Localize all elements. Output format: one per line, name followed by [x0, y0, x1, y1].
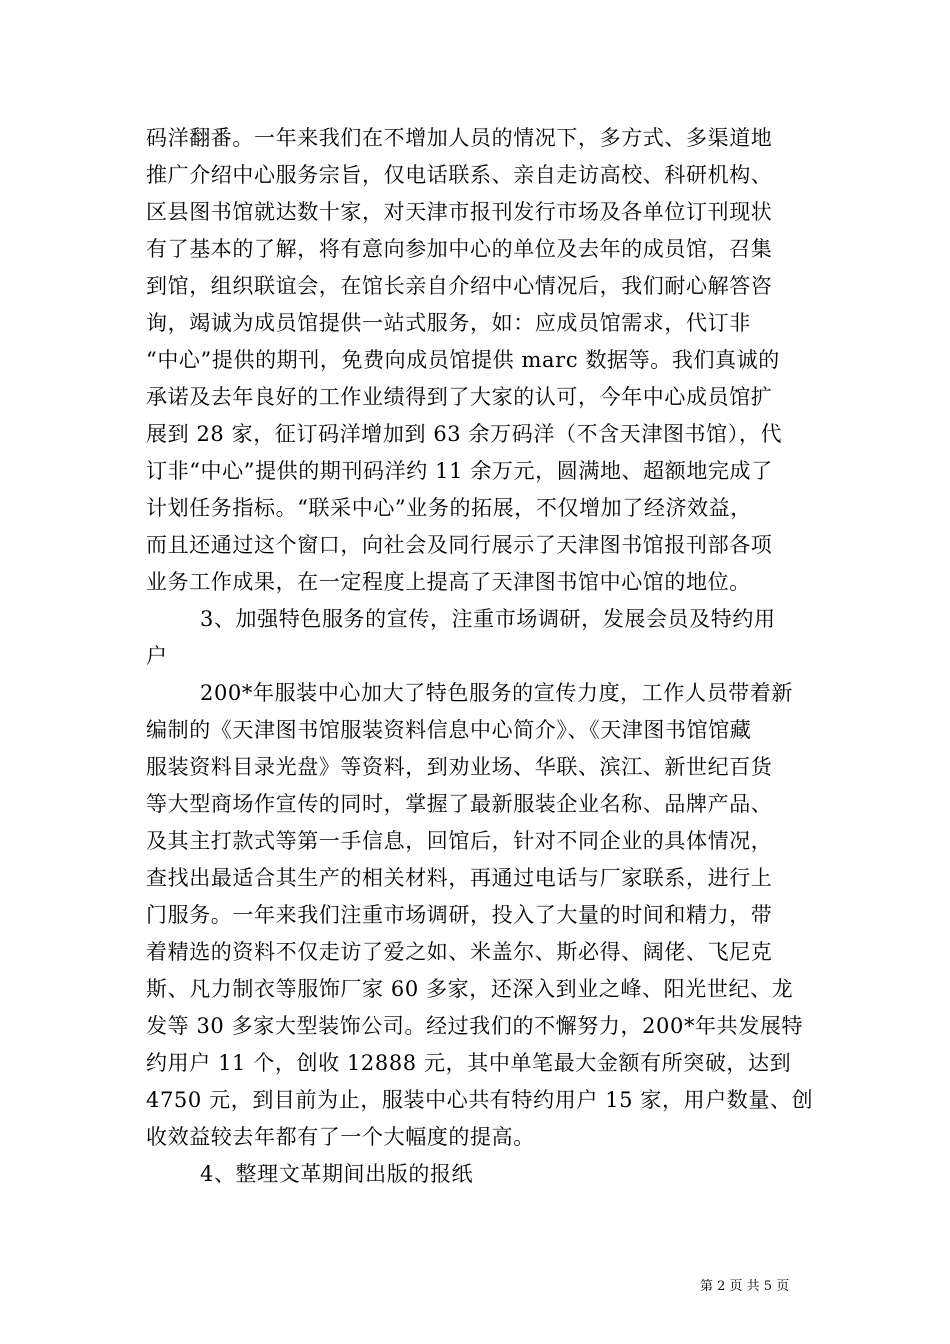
body-line: 展到 28 家，征订码洋增加到 63 余万码洋（不含天津图书馆），代	[146, 422, 783, 446]
body-line: 4750 元，到目前为止，服装中心共有特约用户 15 家，用户数量、创	[146, 1088, 814, 1112]
body-line: 询，竭诚为成员馆提供一站式服务，如：应成员馆需求，代订非	[146, 311, 751, 335]
body-line: 计划任务指标。“联采中心”业务的拓展，不仅增加了经济效益，	[146, 496, 752, 520]
body-line: 而且还通过这个窗口，向社会及同行展示了天津图书馆报刊部各项	[146, 533, 773, 557]
body-line: 业务工作成果，在一定程度上提高了天津图书馆中心馆的地位。	[146, 570, 751, 594]
section-heading-4: 4、整理文革期间出版的报纸	[200, 1162, 474, 1186]
body-line: 到馆，组织联谊会，在馆长亲自介绍中心情况后，我们耐心解答咨	[146, 274, 773, 298]
section-heading-3-continuation: 户	[146, 644, 168, 668]
body-line: 发等 30 多家大型装饰公司。经过我们的不懈努力，200*年共发展特	[146, 1014, 804, 1038]
body-line: 承诺及去年良好的工作业绩得到了大家的认可，今年中心成员馆扩	[146, 385, 773, 409]
body-line: 查找出最适合其生产的相关材料，再通过电话与厂家联系，进行上	[146, 866, 773, 890]
body-line: 约用户 11 个，创收 12888 元，其中单笔最大金额有所突破，达到	[146, 1051, 792, 1075]
body-line: 服装资料目录光盘》等资料，到劝业场、华联、滨江、新世纪百货	[146, 755, 773, 779]
body-line: 收效益较去年都有了一个大幅度的提高。	[146, 1125, 535, 1149]
page-number-footer: 第 2 页 共 5 页	[700, 1279, 790, 1294]
body-line: 订非“中心”提供的期刊码洋约 11 余万元，圆满地、超额地完成了	[146, 459, 773, 483]
body-line: 门服务。一年来我们注重市场调研，投入了大量的时间和精力，带	[146, 903, 773, 927]
body-line: 码洋翻番。一年来我们在不增加人员的情况下，多方式、多渠道地	[146, 126, 773, 150]
body-line: 及其主打款式等第一手信息，回馆后，针对不同企业的具体情况，	[146, 829, 773, 853]
body-line: 200*年服装中心加大了特色服务的宣传力度，工作人员带着新	[200, 681, 793, 705]
body-line: 着精选的资料不仅走访了爱之如、米盖尔、斯必得、阔佬、飞尼克	[146, 940, 773, 964]
section-heading-3: 3、加强特色服务的宣传，注重市场调研，发展会员及特约用	[200, 607, 776, 631]
body-line: 斯、凡力制衣等服饰厂家 60 多家，还深入到业之峰、阳光世纪、龙	[146, 977, 794, 1001]
body-line: 编制的《天津图书馆服装资料信息中心简介》、《天津图书馆馆藏	[146, 718, 752, 742]
body-line: 推广介绍中心服务宗旨，仅电话联系、亲自走访高校、科研机构、	[146, 163, 773, 187]
body-line: 区县图书馆就达数十家，对天津市报刊发行市场及各单位订刊现状	[146, 200, 773, 224]
body-line: 有了基本的了解，将有意向参加中心的单位及去年的成员馆，召集	[146, 237, 773, 261]
body-line: “中心”提供的期刊，免费向成员馆提供 marc 数据等。我们真诚的	[146, 348, 780, 372]
body-line: 等大型商场作宣传的同时，掌握了最新服装企业名称、品牌产品、	[146, 792, 773, 816]
